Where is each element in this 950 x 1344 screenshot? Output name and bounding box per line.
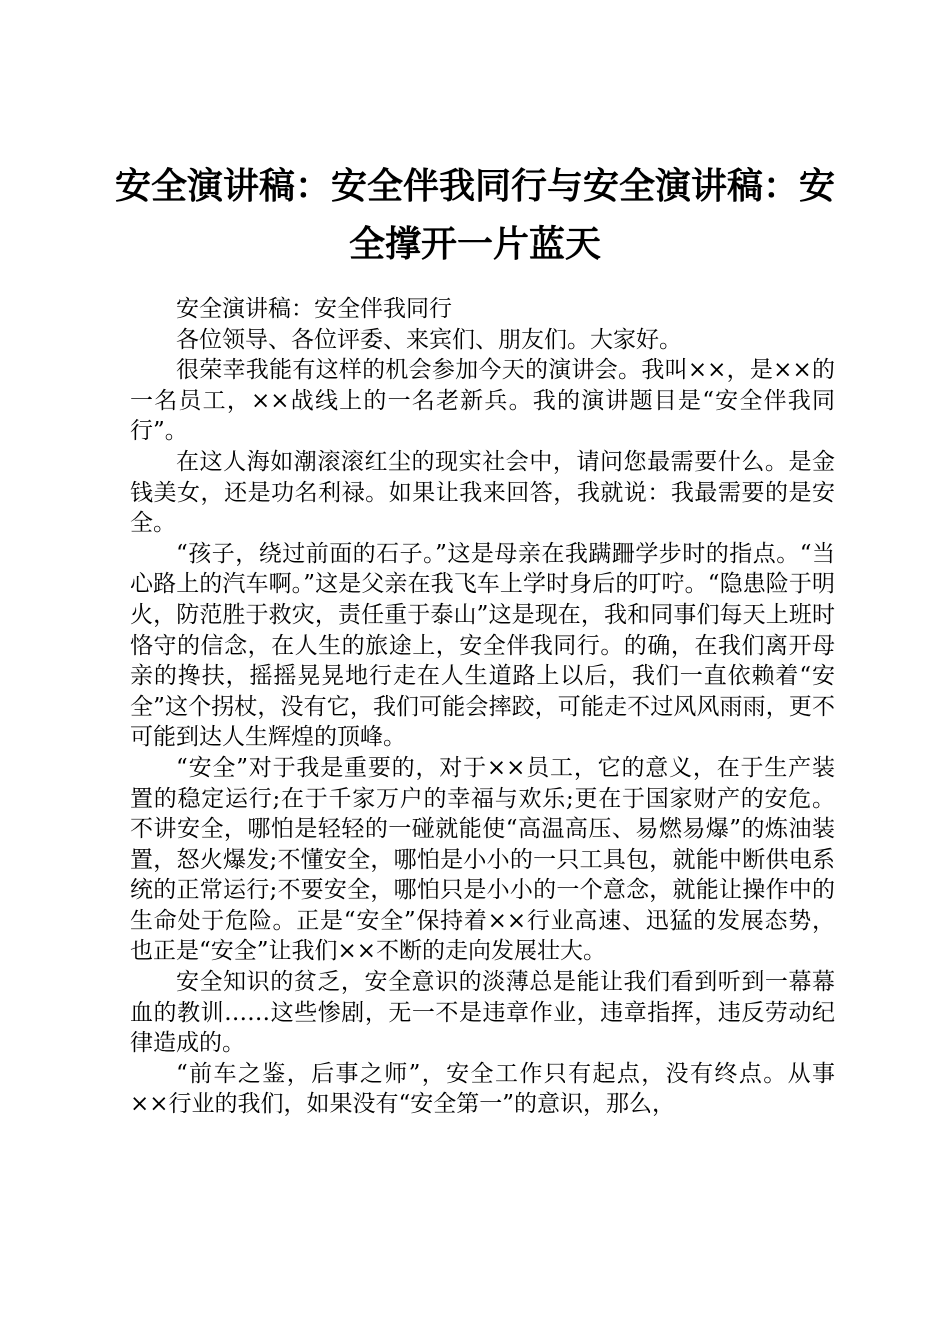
paragraph-greeting: 各位领导、各位评委、来宾们、朋友们。大家好。 xyxy=(176,326,682,353)
paragraph: 安全知识的贫乏，安全意识的淡薄总是能让我们看到听到一幕幕血的教训……这些惨剧，无一不是违章作业，违章指挥，违反劳动纪律造成的。 xyxy=(130,969,835,1057)
paragraph: “安全”对于我是重要的，对于××员工，它的意义，在于生产装置的稳定运行;在于千家万户的幸福与欢乐;更在于国家财产的安危。不讲安全，哪怕是轻轻的一碰就能使“高温高压、易燃易爆”的炼油装置，怒火爆发;不懂安全，哪怕是小小的一只工具包，就能中断供电系统的正常运行;不要安全，哪怕只是小小的一个意念，就能让操作中的生命处于危险。正是“安全”保持着××行业高速、迅猛的发展态势，也正是“安全”让我们××不断的走向发展壮大。 xyxy=(130,754,835,965)
paragraph: “孩子，绕过前面的石子。”这是母亲在我蹒跚学步时的指点。“当心路上的汽车啊。”这是父亲在我飞车上学时身后的叮咛。“隐患险于明火，防范胜于救灾，责任重于泰山”这是现在，我和同事们每天上班时恪守的信念，在人生的旅途上，安全伴我同行。的确，在我们离开母亲的搀扶，摇摇晃晃地行走在人生道路上以后，我们一直依赖着“安全”这个拐杖，没有它，我们可能会摔跤，可能走不过风风雨雨，更不可能到达人生辉煌的顶峰。 xyxy=(130,540,835,751)
paragraph: 很荣幸我能有这样的机会参加今天的演讲会。我叫××，是××的一名员工，××战线上的一名老新兵。我的演讲题目是“安全伴我同行”。 xyxy=(130,357,835,445)
document-title: 安全演讲稿：安全伴我同行与安全演讲稿：安全撑开一片蓝天 xyxy=(114,166,835,265)
paragraph-subtitle: 安全演讲稿：安全伴我同行 xyxy=(176,296,452,322)
paragraph: “前车之鉴，后事之师”，安全工作只有起点，没有终点。从事××行业的我们，如果没有“安全第一”的意识，那么， xyxy=(130,1060,835,1118)
document-body xyxy=(130,294,835,1120)
paragraph: 在这人海如潮滚滚红尘的现实社会中，请问您最需要什么。是金钱美女，还是功名利禄。如果让我来回答，我就说：我最需要的是安全。 xyxy=(130,448,835,537)
